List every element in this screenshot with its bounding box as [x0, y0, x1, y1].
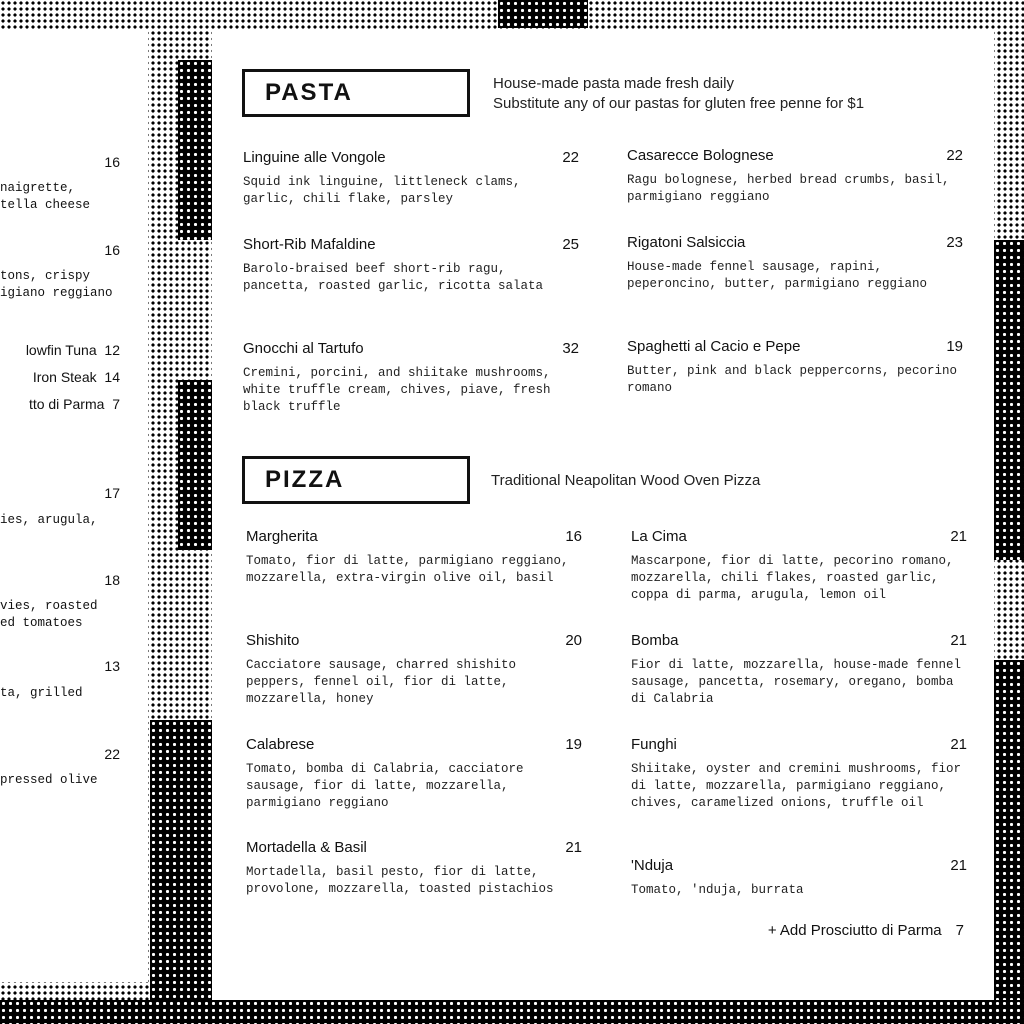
menu-item: Bomba 21 Fior di latte, mozzarella, house-made fennel sausage, pancetta, rosemary, oregano, bomba di Calabria	[631, 632, 967, 706]
left-item: Iron Steak 14	[32, 369, 120, 385]
menu-item: Gnocchi al Tartufo 32 Cremini, porcini, and shiitake mushrooms, white truffle cream, chives, piave, fresh black truffle	[243, 340, 579, 414]
left-price: 13	[104, 658, 120, 674]
menu-item: Funghi 21 Shiitake, oyster and cremini mushrooms, fior di latte, mozzarella, parmigiano reggiano, chives, caramelized onions, truffle oil	[631, 736, 967, 810]
halftone-patch	[0, 1000, 1024, 1024]
main-menu-page	[212, 30, 994, 1000]
left-price: 17	[104, 485, 120, 501]
halftone-patch	[994, 240, 1024, 560]
menu-item: Short-Rib Mafaldine 25 Barolo-braised beef short-rib ragu, pancetta, roasted garlic, ricotta salata	[243, 236, 579, 293]
pizza-section-title	[242, 456, 470, 504]
menu-item: Margherita 16 Tomato, fior di latte, parmigiano reggiano, mozzarella, extra-virgin olive oil, basil	[246, 528, 582, 585]
left-price: 16	[104, 242, 120, 258]
left-price: 18	[104, 572, 120, 588]
menu-item: Mortadella & Basil 21 Mortadella, basil pesto, fior di latte, provolone, mozzarella, toasted pistachios	[246, 839, 582, 896]
left-desc: naigrette,	[0, 181, 76, 195]
menu-item: Casarecce Bolognese 22 Ragu bolognese, herbed bread crumbs, basil, parmigiano reggiano	[627, 147, 963, 204]
addon-line	[768, 922, 964, 939]
pasta-title: PASTA	[265, 79, 353, 106]
left-item: tto di Parma 7	[28, 396, 120, 412]
pasta-section-title	[242, 69, 470, 117]
halftone-patch	[498, 0, 588, 28]
left-price: 22	[104, 746, 120, 762]
menu-item: Spaghetti al Cacio e Pepe 19 Butter, pink and black peppercorns, pecorino romano	[627, 338, 963, 395]
left-menu-page	[0, 30, 148, 982]
left-desc: igiano reggiano	[0, 286, 113, 300]
menu-item: Linguine alle Vongole 22 Squid ink linguine, littleneck clams, garlic, chili flake, parsley	[243, 149, 579, 206]
left-item: lowfin Tuna 12	[25, 342, 120, 358]
halftone-patch	[994, 660, 1024, 1024]
menu-item: 'Nduja 21 Tomato, 'nduja, burrata	[631, 857, 967, 897]
left-desc: tella cheese	[0, 198, 91, 212]
left-desc: tons, crispy	[0, 269, 91, 283]
menu-item: Shishito 20 Cacciatore sausage, charred shishito peppers, fennel oil, fior di latte, mozzarella, honey	[246, 632, 582, 706]
left-desc: ies, arugula,	[0, 513, 98, 527]
menu-item: Calabrese 19 Tomato, bomba di Calabria, cacciatore sausage, fior di latte, mozzarella, parmigiano reggiano	[246, 736, 582, 810]
menu-item: La Cima 21 Mascarpone, fior di latte, pecorino romano, mozzarella, chili flakes, roasted garlic, coppa di parma, arugula, lemon oil	[631, 528, 967, 602]
menu-item: Rigatoni Salsiccia 23 House-made fennel sausage, rapini, peperoncino, butter, parmigiano reggiano	[627, 234, 963, 291]
left-desc: vies, roasted	[0, 599, 98, 613]
pizza-subtitle: Traditional Neapolitan Wood Oven Pizza	[491, 472, 761, 489]
left-desc: ta, grilled	[0, 686, 83, 700]
addon-label: + Add Prosciutto di Parma	[767, 922, 942, 939]
halftone-patch	[178, 380, 212, 550]
left-desc: ed tomatoes	[0, 616, 83, 630]
left-price: 16	[104, 154, 120, 170]
addon-price: 7	[955, 922, 964, 939]
pizza-title: PIZZA	[265, 466, 345, 493]
left-desc: pressed olive	[0, 773, 98, 787]
halftone-patch	[150, 720, 212, 1024]
halftone-patch	[178, 60, 212, 240]
pasta-subtitle: House-made pasta made fresh daily Substitute any of our pastas for gluten free penne for $1	[493, 75, 865, 112]
